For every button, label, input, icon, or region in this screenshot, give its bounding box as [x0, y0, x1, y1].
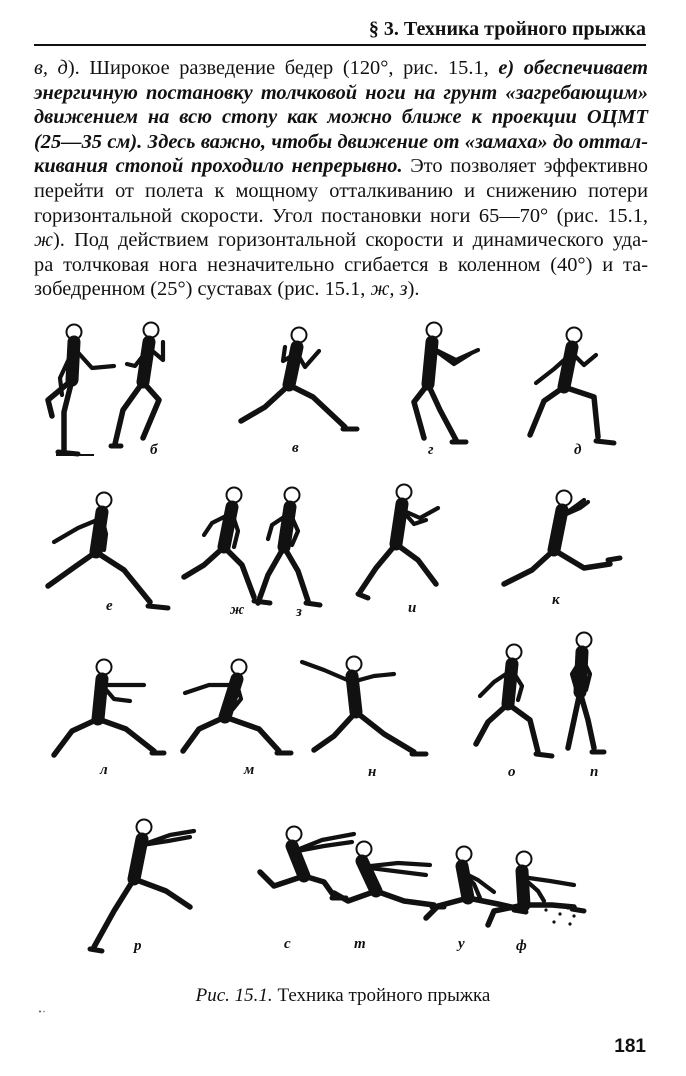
sand-speck: [566, 906, 569, 909]
athlete-head: [567, 328, 582, 343]
text-line-8: [34, 228, 648, 253]
athlete-head: [457, 847, 472, 862]
figure-label-t: т: [354, 936, 366, 952]
athlete-figure: [90, 820, 194, 952]
athlete-leg: [115, 382, 143, 444]
athlete-leg: [580, 692, 594, 748]
body-text: [34, 56, 648, 302]
running-header: [34, 18, 646, 46]
athlete-shoe: [90, 949, 102, 951]
athlete-leg: [184, 547, 224, 577]
athlete-leg: [414, 384, 428, 438]
athlete-head: [144, 323, 159, 338]
athlete-head: [227, 488, 242, 503]
text-line-6: перейти от полета к мощному отталкиванию и снижению потери: [34, 179, 648, 202]
figure-label-b: б: [150, 442, 158, 458]
athlete-figure: [258, 488, 320, 606]
athlete-figure: [504, 491, 620, 585]
athlete-figure: [488, 852, 584, 926]
figure-label-n: н: [368, 764, 377, 780]
athlete-figure: [48, 325, 114, 455]
athlete-leg: [96, 552, 150, 602]
text-line-1: [34, 56, 648, 81]
text-line-7: горизонтальной скорости. Угол постановки ноги 65—70° (рис. 15.1,: [34, 204, 648, 227]
athlete-shoe: [58, 452, 78, 454]
athlete-shoe: [596, 441, 614, 443]
athlete-head: [347, 657, 362, 672]
athlete-leg: [225, 717, 279, 751]
athlete-head: [287, 827, 302, 842]
athlete-figure: [334, 842, 444, 908]
sand-speck: [544, 908, 547, 911]
athlete-leg: [314, 712, 356, 750]
text-line-2: энергичную постановку толчковой ноги на грунт «загребающим»: [34, 81, 648, 104]
text-line-5: [34, 154, 648, 179]
figure-label-z: з: [296, 604, 302, 620]
athlete-leg: [183, 717, 225, 751]
athlete-figure: [530, 328, 614, 444]
athlete-leg: [396, 544, 436, 584]
text-fragment: ж: [34, 229, 53, 252]
athlete-head: [517, 852, 532, 867]
athlete-leg: [48, 552, 96, 586]
athlete-leg: [568, 692, 580, 748]
athlete-leg: [488, 905, 524, 925]
athlete-figure: [184, 488, 270, 604]
sand-speck: [568, 922, 571, 925]
athlete-leg: [428, 384, 456, 440]
athlete-shoe: [536, 754, 552, 756]
athlete-leg: [64, 380, 72, 450]
sand-speck: [572, 914, 575, 917]
athlete-shoe: [358, 594, 368, 598]
athlete-shoe: [148, 606, 168, 608]
text-fragment: зобедренном (25°) суставах (рис. 15.1,: [34, 278, 371, 301]
athlete-figure: [48, 493, 168, 609]
figure-label-i: и: [408, 600, 417, 616]
athlete-leg: [476, 704, 508, 744]
athlete-head: [97, 660, 112, 675]
figure-label-m: м: [244, 762, 255, 778]
text-line-3: движением на всю стопу как можно ближе к проекции ОЦМТ: [34, 106, 648, 129]
athlete-silhouettes: [34, 310, 648, 970]
figure-label-p: п: [590, 764, 599, 780]
sand-speck: [580, 908, 583, 911]
print-speck-icon: [38, 1010, 46, 1013]
athlete-leg: [98, 719, 154, 751]
figure-label-s: с: [284, 936, 291, 952]
figure-label-o: о: [508, 764, 516, 780]
athlete-leg: [284, 547, 308, 601]
athlete-head: [292, 328, 307, 343]
athlete-leg: [143, 382, 159, 438]
text-fragment: е) обеспечивает: [498, 57, 648, 79]
athlete-head: [97, 493, 112, 508]
athlete-leg: [554, 550, 610, 568]
text-fragment: кивания стопой проходило непрерывно.: [34, 155, 403, 178]
athlete-leg: [524, 905, 574, 907]
figure-caption: [0, 985, 686, 1007]
figure-label-f: ф: [516, 938, 527, 954]
athlete-head: [232, 660, 247, 675]
athlete-figure: [302, 657, 426, 755]
text-fragment: ).: [407, 278, 420, 301]
athlete-leg: [224, 547, 254, 597]
athlete-figure: [358, 485, 438, 599]
athlete-figure: [568, 633, 604, 753]
figure-label-u: у: [458, 936, 465, 952]
athlete-figure: [54, 660, 164, 756]
athlete-head: [427, 323, 442, 338]
text-line-4: (25—35 см). Здесь важно, чтобы движение от «замаха» до оттал-: [34, 130, 648, 153]
athlete-leg: [508, 704, 538, 752]
athlete-figure: [241, 328, 357, 430]
caption-prefix: Рис. 15.1.: [195, 985, 273, 1006]
athlete-leg: [356, 712, 414, 752]
text-fragment: ). Под действием горизонтальной скорости и динамического уда-: [52, 229, 648, 252]
figure-triple-jump-sequence: [34, 310, 648, 970]
figure-label-v: в: [292, 440, 299, 456]
athlete-leg: [241, 385, 289, 421]
athlete-head: [397, 485, 412, 500]
text-fragment: Это позволяет эффективно: [402, 155, 648, 178]
text-fragment: в, д: [34, 57, 68, 79]
athlete-head: [357, 842, 372, 857]
figure-label-k: к: [552, 592, 560, 608]
sand-speck: [550, 902, 553, 905]
athlete-leg: [94, 879, 134, 947]
athlete-figure: [260, 827, 354, 899]
figure-label-e: е: [106, 598, 113, 614]
athlete-leg: [376, 891, 434, 905]
figure-label-g: г: [428, 442, 434, 458]
athlete-head: [137, 820, 152, 835]
athlete-head: [557, 491, 572, 506]
athlete-figure: [111, 323, 163, 447]
section-title: § 3. Техника тройного прыжка: [368, 18, 646, 40]
athlete-leg: [258, 547, 284, 603]
athlete-figure: [414, 323, 478, 443]
athlete-figure: [476, 645, 552, 757]
text-line-9: ра толчковая нога незначительно сгибается в коленном (40°) и та-: [34, 253, 648, 276]
athlete-leg: [360, 544, 396, 592]
athlete-leg: [54, 719, 98, 755]
athlete-leg: [564, 387, 598, 437]
athlete-leg: [134, 879, 190, 907]
athlete-shoe: [608, 558, 620, 560]
athlete-arm: [572, 353, 596, 365]
sand-speck: [558, 912, 561, 915]
athlete-head: [285, 488, 300, 503]
figure-label-r: р: [134, 938, 142, 954]
athlete-shoe: [306, 603, 320, 605]
text-fragment: ). Широкое разведение бедер (120°, рис. 15.1,: [67, 57, 499, 79]
athlete-leg: [304, 876, 334, 896]
athlete-figure: [183, 660, 291, 754]
athlete-leg: [530, 387, 564, 435]
caption-text: Техника тройного прыжка: [272, 985, 491, 1006]
figure-label-l: л: [100, 762, 108, 778]
athlete-head: [577, 633, 592, 648]
athlete-leg: [426, 898, 468, 918]
athlete-arm: [302, 662, 352, 682]
text-fragment: ж, з: [370, 278, 408, 301]
athlete-head: [507, 645, 522, 660]
text-line-10: [34, 277, 648, 302]
page-number: 181: [614, 1036, 646, 1057]
athlete-leg: [289, 385, 345, 427]
figure-label-zh: ж: [230, 602, 245, 618]
athlete-leg: [504, 550, 554, 584]
athlete-leg: [334, 891, 376, 901]
sand-speck: [552, 920, 555, 923]
figure-label-d: д: [574, 442, 582, 458]
